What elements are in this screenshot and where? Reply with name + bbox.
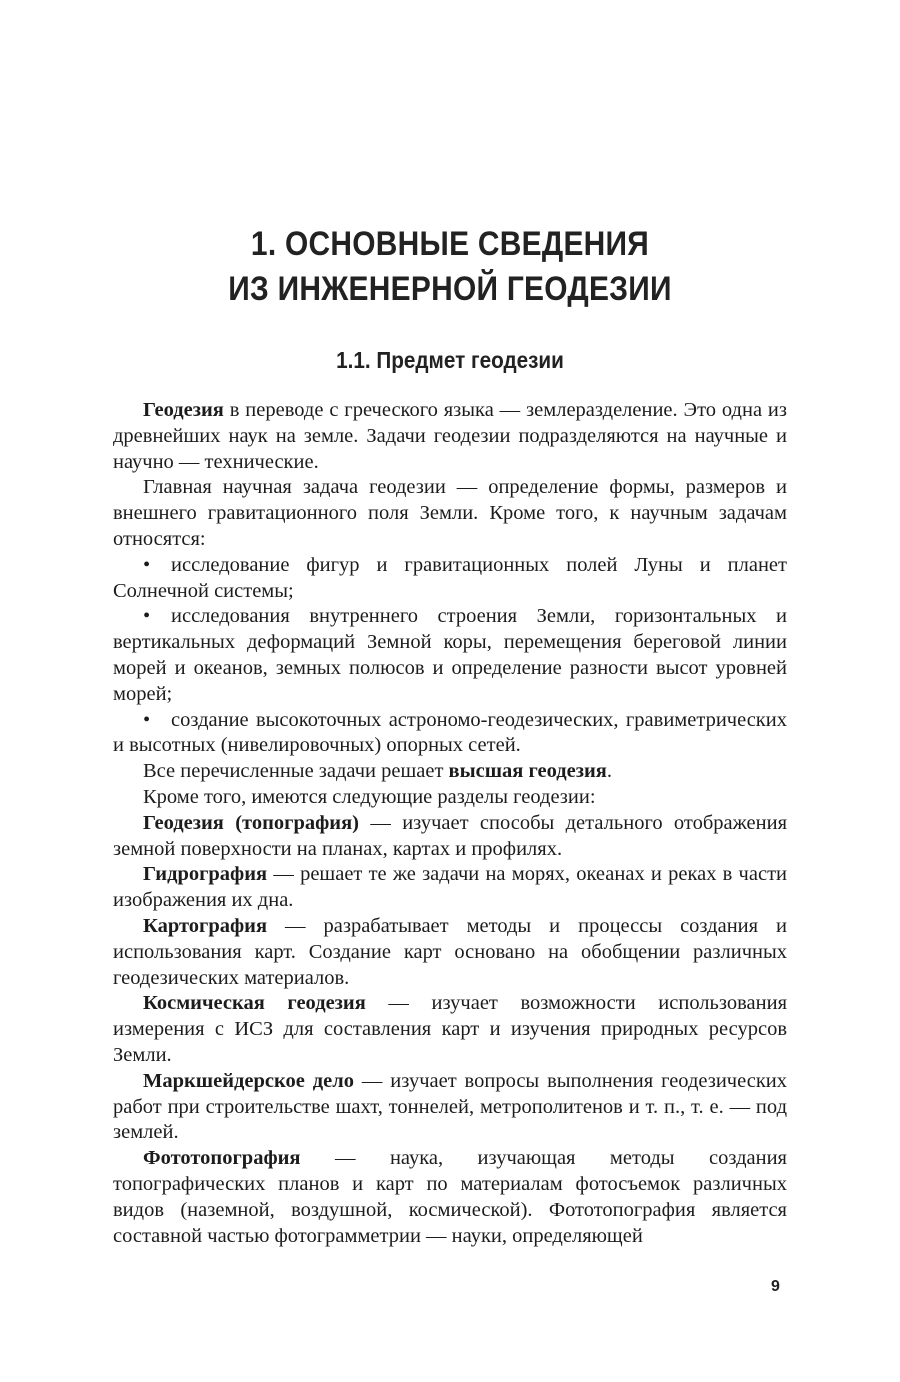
paragraph-text: в переводе с греческого языка — землеразделение. Это одна из древнейших наук на земле. Задачи геодезии подразделяются на научные и научно — технические. bbox=[113, 399, 787, 473]
chapter-title-line-2: ИЗ ИНЖЕНЕРНОЙ ГЕОДЕЗИИ bbox=[228, 270, 672, 308]
body-text bbox=[113, 398, 787, 1249]
paragraph-topography bbox=[113, 811, 787, 863]
chapter-title-line-1: 1. ОСНОВНЫЕ СВЕДЕНИЯ bbox=[250, 225, 650, 263]
paragraph-text: — решает те же задачи на морях, океанах и реках в части изображения их дна. bbox=[113, 863, 787, 912]
paragraph-geodesy bbox=[113, 398, 787, 475]
paragraph-end: . bbox=[606, 760, 613, 783]
paragraph-text: Главная научная задача геодезии — определение формы, размеров и внешнего гравитационного поля Земли. Кроме того, к научным задачам относятся: bbox=[113, 476, 787, 550]
bullet-icon: • bbox=[143, 605, 151, 628]
paragraph-cartography bbox=[113, 914, 787, 991]
bullet-item-2 bbox=[113, 604, 787, 707]
chapter-title bbox=[54, 222, 846, 312]
term-mine-surveying: Маркшейдерское дело bbox=[143, 1069, 355, 1092]
paragraph-higher-geodesy bbox=[113, 759, 787, 785]
term-cartography: Картография bbox=[143, 914, 268, 937]
paragraph-sections-intro bbox=[113, 785, 787, 811]
paragraph-text: — изучает возможности использования измерения с ИСЗ для составления карт и изучения природных ресурсов Земли. bbox=[113, 992, 787, 1066]
term-geodesy: Геодезия bbox=[143, 399, 224, 421]
paragraph-mine-surveying bbox=[113, 1069, 787, 1146]
paragraph-main-task bbox=[113, 475, 787, 552]
bullet-text: исследование фигур и гравитационных полей Луны и планет Солнечной системы; bbox=[113, 553, 787, 602]
bullet-item-1 bbox=[113, 553, 787, 605]
paragraph-space-geodesy bbox=[113, 991, 787, 1068]
paragraph-hydrography bbox=[113, 862, 787, 914]
term-hydrography: Гидрография bbox=[143, 863, 268, 886]
term-topography: Геодезия (топография) bbox=[143, 811, 360, 834]
section-title: 1.1. Предмет геодезии bbox=[336, 347, 564, 373]
bullet-icon: • bbox=[143, 553, 151, 576]
page-number: 9 bbox=[771, 1278, 780, 1295]
bullet-icon: • bbox=[143, 708, 151, 731]
term-higher-geodesy: высшая геодезия bbox=[448, 760, 607, 783]
term-space-geodesy: Космическая геодезия bbox=[143, 992, 366, 1015]
bullet-item-3 bbox=[113, 708, 787, 760]
paragraph-text: — изучает способы детального отображения земной поверхности на планах, картах и профилях. bbox=[113, 811, 787, 860]
paragraph-text: — изучает вопросы выполнения геодезических работ при строительстве шахт, тоннелей, метрополитенов и т. п., т. е. — под землей. bbox=[113, 1069, 788, 1144]
bullet-text: исследования внутреннего строения Земли, горизонтальных и вертикальных деформаций Земной коры, перемещения береговой линии морей и океанов, земных полюсов и определение разности высот уровней морей; bbox=[113, 605, 787, 705]
paragraph-phototopography bbox=[113, 1146, 787, 1249]
paragraph-text: Кроме того, имеются следующие разделы геодезии: bbox=[143, 785, 596, 808]
paragraph-text: Все перечисленные задачи решает bbox=[143, 760, 449, 783]
term-phototopography: Фототопография bbox=[143, 1147, 301, 1170]
paragraph-text: — наука, изучающая методы создания топографических планов и карт по материалам фотосъемок различных видов (наземной, воздушной, космической). Фототопография является составной частью фотограмметрии — науки, определяющей bbox=[113, 1147, 787, 1247]
paragraph-text: — разрабатывает методы и процессы создания и использования карт. Создание карт основано на обобщении различных геодезических материалов. bbox=[113, 914, 787, 989]
bullet-text: создание высокоточных астрономо-геодезических, гравиметрических и высотных (нивелировочных) опорных сетей. bbox=[113, 708, 787, 757]
